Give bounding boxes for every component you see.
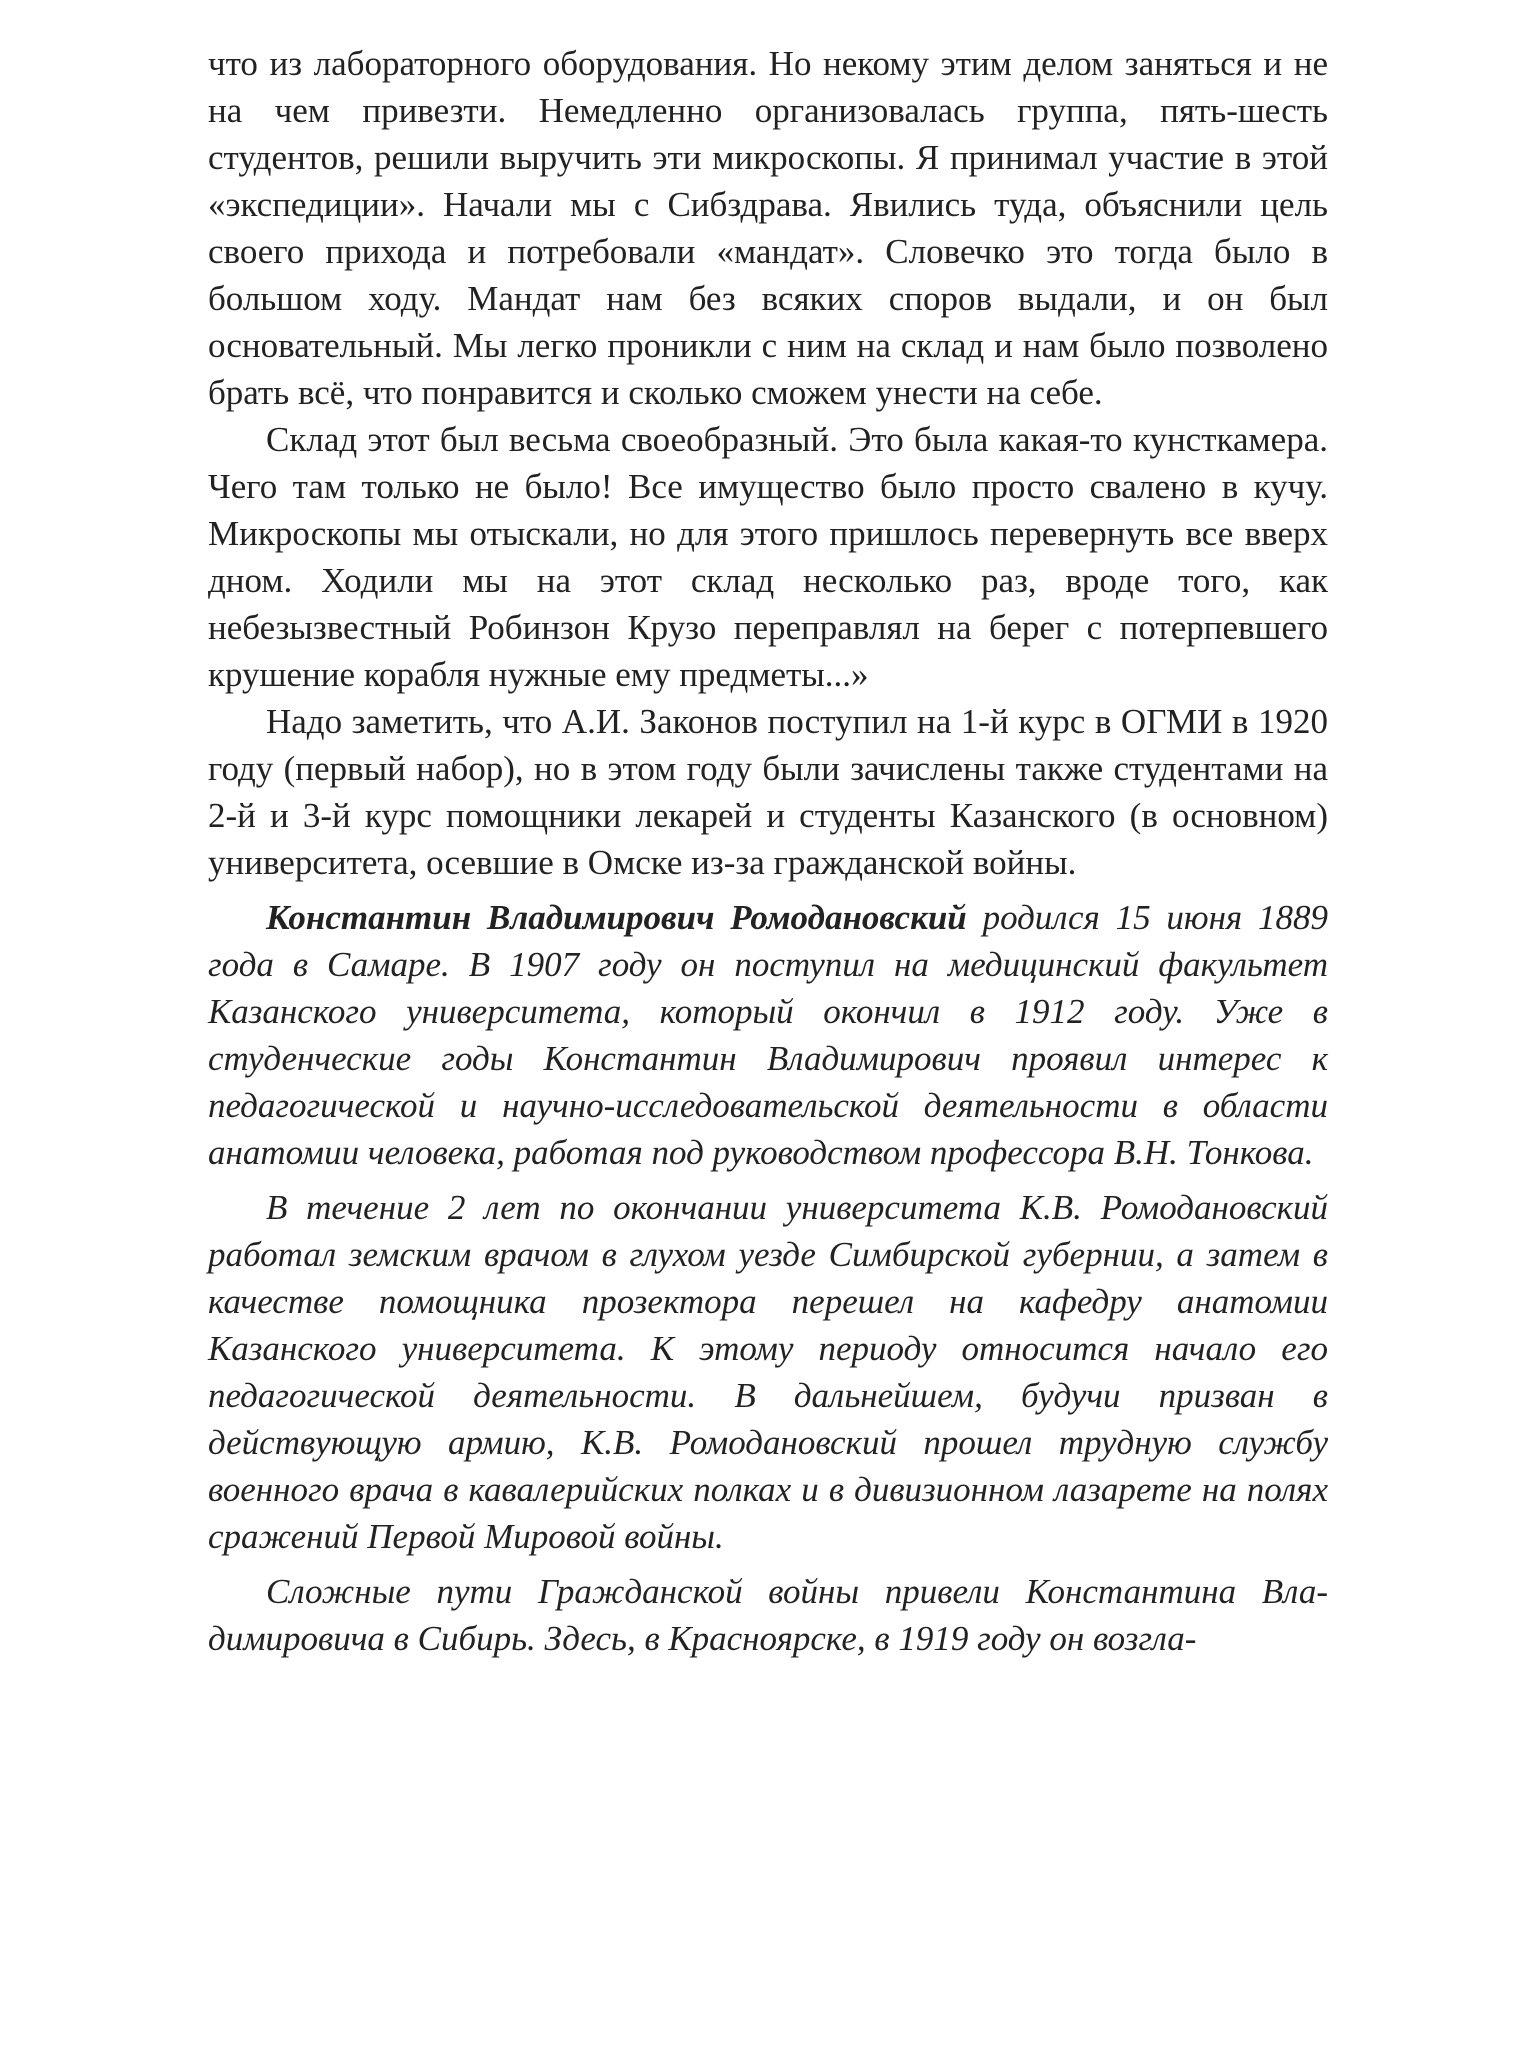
paragraph-civil-war: Сложные пути Гражданской войны привели Константина Владимировича в Сибирь. Здесь, в Красноярске, в 1919 году он возгла- bbox=[208, 1572, 1328, 1658]
document-page bbox=[208, 40, 1328, 1662]
bio-text: родился 15 июня 1889 года в Самаре. В 1907 году он поступил на медицинский факультет Казанского университета, который окончил в 1912 году. Уже в студенческие годы Константин Владимирович проявил интерес к педагогической и научно-исследовательской деятельности в области анатомии человека, работая под руководством профессора В.Н. Тонкова. bbox=[208, 898, 1328, 1172]
paragraph-zakonov-admission: Надо заметить, что А.И. Законов поступил на 1-й курс в ОГМИ в 1920 году (первый набор), но в этом году были зачислены также студентами на 2-й и 3-й курс помощники лекарей и студенты Казанского (в основном) университета, осевшие в Омске из-за гражданской войны. bbox=[208, 702, 1328, 882]
paragraph-romodanovsky-career: В течение 2 лет по окончании университета К.В. Ромодановский работал земским врачом в глухом уезде Симбирской губернии, а затем в качестве помощника прозектора перешел на кафедру анатомии Казанского университета. К этому периоду относится начало его педагогической деятельности. В дальнейшем, будучи призван в действующую армию, К.В. Ромодановский прошел трудную службу военного врача в кавалерийских полках и в дивизионном лазарете на полях сражений Первой Мировой войны. bbox=[208, 1188, 1328, 1556]
paragraph-microscopes-expedition: что из лабораторного оборудования. Но некому этим делом заняться и не на чем привезти. Немедленно организовалась группа, пять-шесть студентов, решили выручить эти микроскопы. Я принимал участие в этой «экспедиции». Начали мы с Сибздрава. Явились туда, объяснили цель своего прихода и потребовали «мандат». Словечко это тогда было в большом ходу. Мандат нам без всяких споров выдали, и он был основательный. Мы легко проникли с ним на склад и нам было позволено брать всё, что понравится и сколько сможем унести на себе. bbox=[208, 44, 1328, 412]
paragraph-warehouse: Склад этот был весьма своеобразный. Это была какая-то кунсткамера. Чего там только не было! Все имущество было просто свалено в кучу. Микроскопы мы отыскали, но для этого пришлось перевернуть все вверх дном. Ходили мы на этот склад несколько раз, вроде того, как небезызвестный Робинзон Крузо переправлял на берег с потерпевшего крушение корабля нужные ему предметы...» bbox=[208, 420, 1328, 694]
bio-name-lead: Константин Владимирович Ромодановский bbox=[266, 898, 967, 937]
paragraph-romodanovsky-bio bbox=[208, 894, 1328, 1176]
